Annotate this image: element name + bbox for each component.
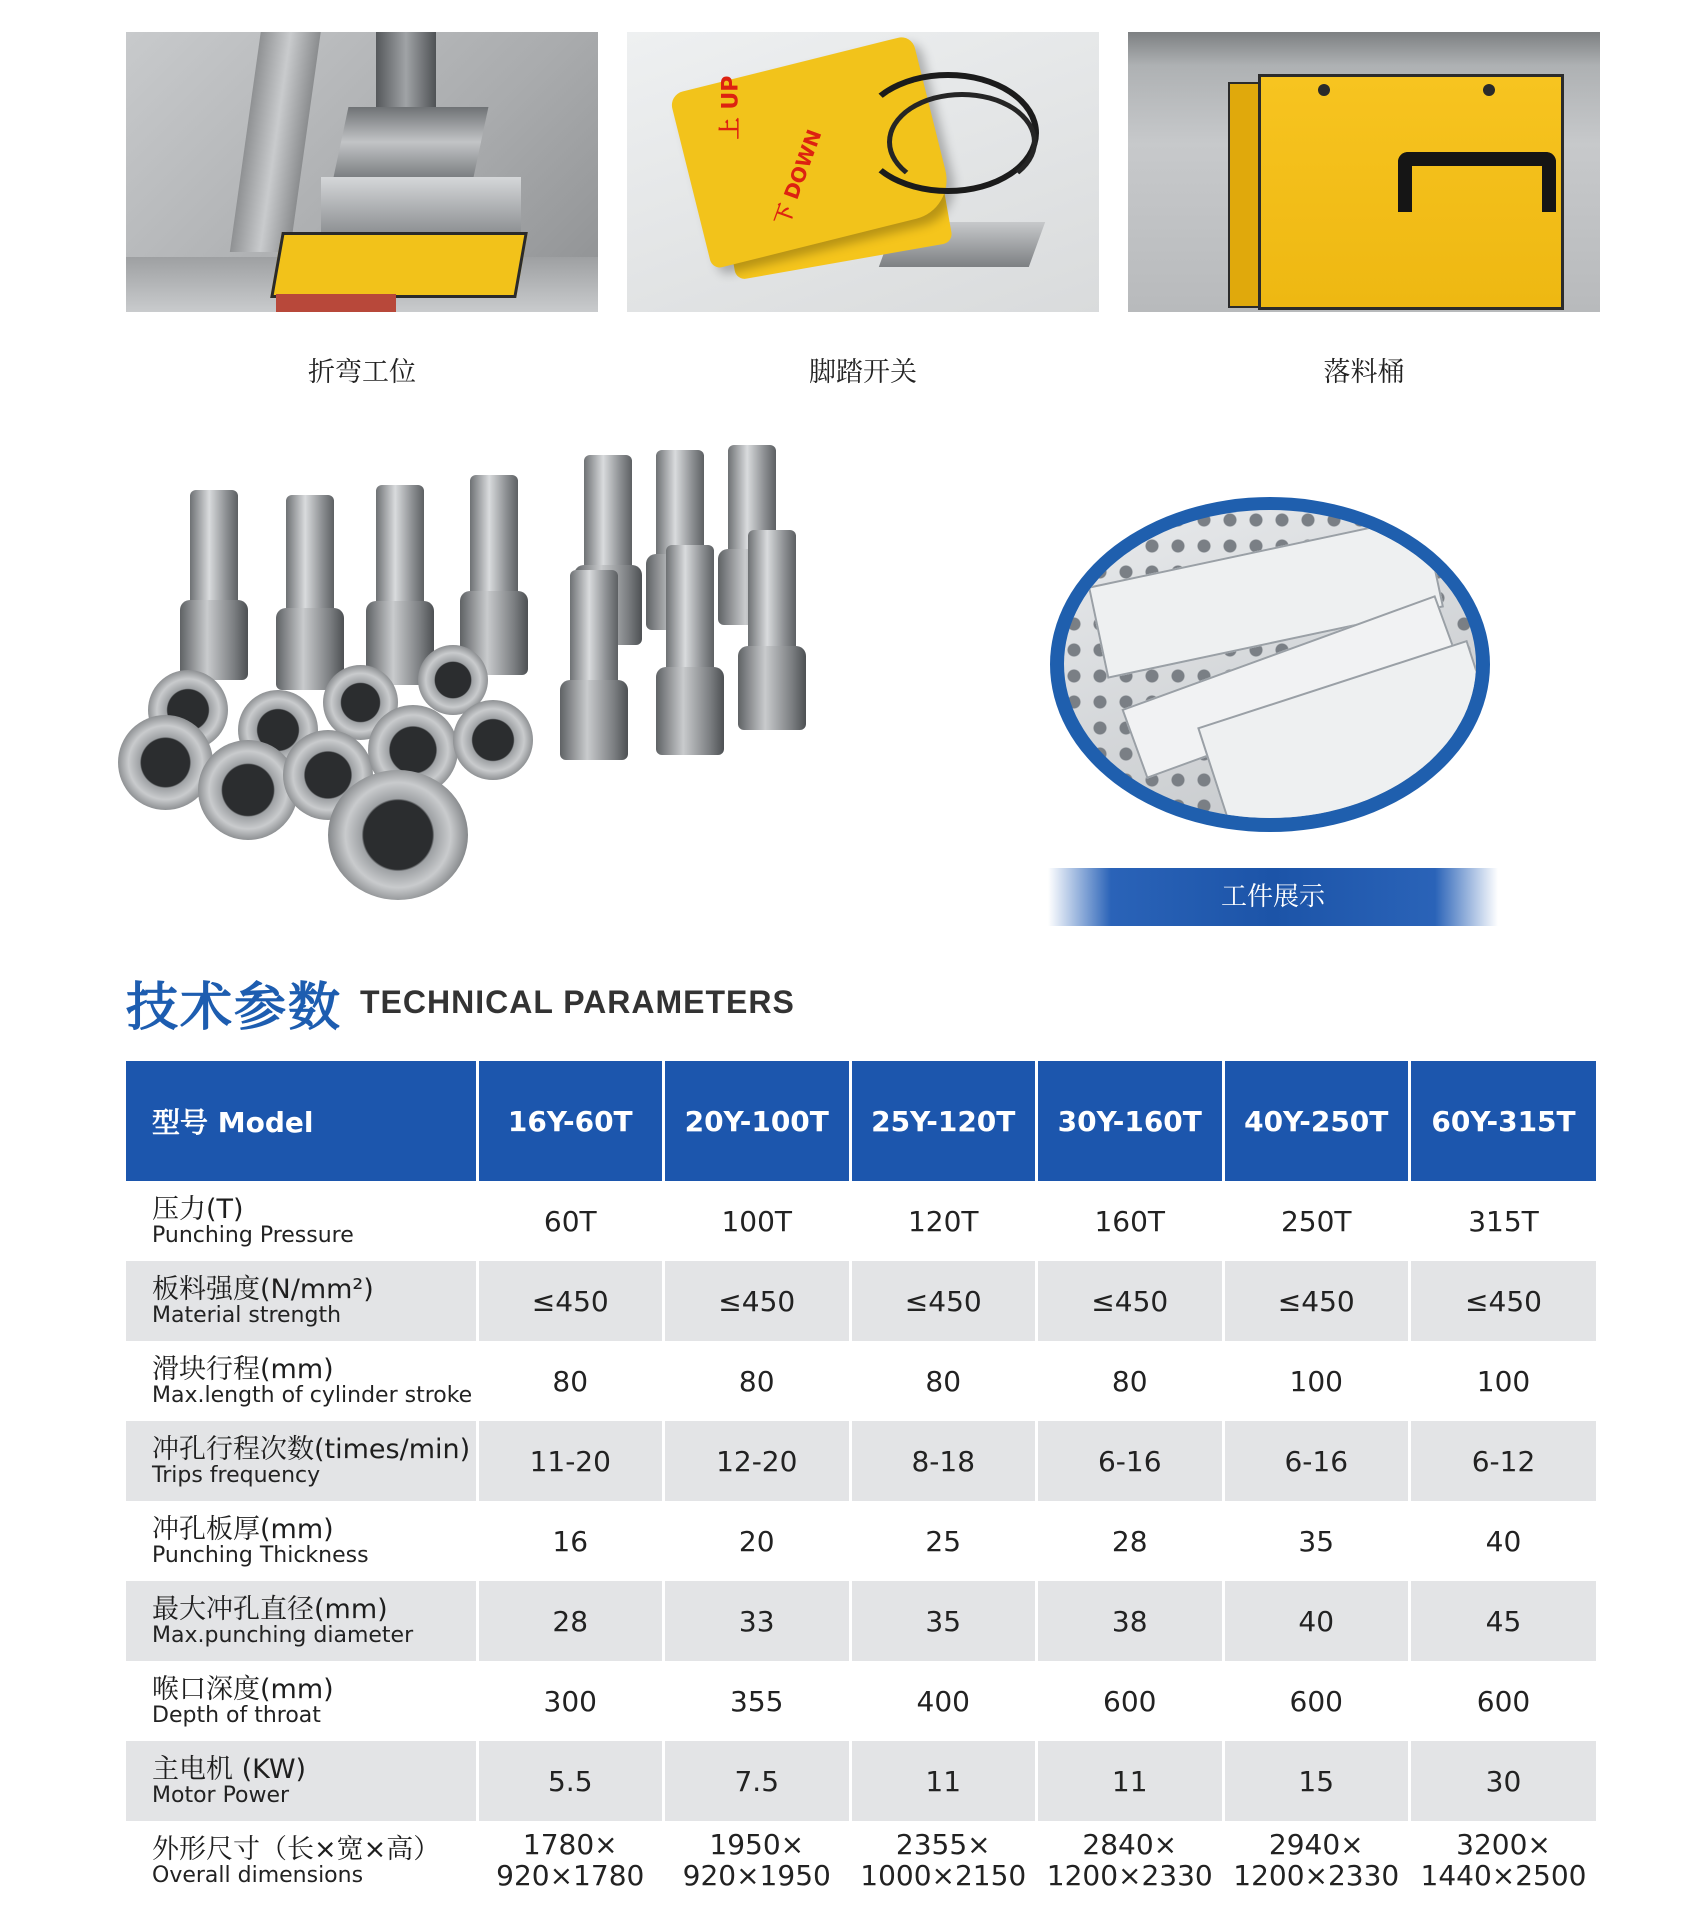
parameter-value: 12-20	[664, 1421, 851, 1501]
parameter-label-cn: 喉口深度(mm)	[152, 1673, 334, 1705]
parameter-label-cn: 外形尺寸（长×宽×高）	[152, 1833, 441, 1865]
table-header-row	[126, 1061, 1596, 1181]
table-row	[126, 1341, 1596, 1421]
bending-station-caption: 折弯工位	[308, 357, 416, 388]
parameter-value: 400	[850, 1661, 1037, 1741]
parameter-label-en: Max.punching diameter	[152, 1622, 414, 1648]
parameter-value: ≤450	[477, 1261, 664, 1341]
parameter-value: ≤450	[850, 1261, 1037, 1341]
parameter-label	[126, 1501, 477, 1581]
parameter-value: 600	[1223, 1661, 1410, 1741]
parameter-label-en: Material strength	[152, 1302, 342, 1328]
parameter-value	[1223, 1821, 1410, 1901]
workpiece-photo	[1064, 510, 1476, 818]
parameter-label	[126, 1741, 477, 1821]
table-row	[126, 1421, 1596, 1501]
parameter-value: 20	[664, 1501, 851, 1581]
parameter-value: 11	[850, 1741, 1037, 1821]
parameter-label-en: Punching Thickness	[152, 1542, 369, 1568]
model-column-header: 16Y-60T	[477, 1061, 664, 1181]
parameter-value: 28	[477, 1581, 664, 1661]
parameter-value	[1037, 1821, 1224, 1901]
parameter-value: 600	[1037, 1661, 1224, 1741]
table-row-dimensions	[126, 1821, 1596, 1901]
parameter-label-en: Trips frequency	[152, 1462, 321, 1488]
model-column-header: 30Y-160T	[1037, 1061, 1224, 1181]
parameter-value: 35	[850, 1581, 1037, 1661]
parameter-value: 100T	[664, 1181, 851, 1261]
parameter-value: 25	[850, 1501, 1037, 1581]
parameter-label-cn: 滑块行程(mm)	[152, 1353, 334, 1385]
dimension-line-1: 3200×	[1456, 1828, 1551, 1862]
parameter-value: ≤450	[1037, 1261, 1224, 1341]
parameter-value	[1410, 1821, 1597, 1901]
parameter-label	[126, 1341, 477, 1421]
model-header: 型号 Model	[126, 1061, 477, 1181]
parameter-label-cn: 压力(T)	[152, 1193, 244, 1225]
parameter-value	[477, 1821, 664, 1901]
parameter-value: 5.5	[477, 1741, 664, 1821]
section-title-en: TECHNICAL PARAMETERS	[360, 984, 795, 1020]
parameter-value: 80	[664, 1341, 851, 1421]
parameter-value: 40	[1410, 1501, 1597, 1581]
table-row	[126, 1501, 1596, 1581]
parameter-value: 100	[1223, 1341, 1410, 1421]
parameter-label-en: Depth of throat	[152, 1702, 321, 1728]
model-column-header: 25Y-120T	[850, 1061, 1037, 1181]
parameter-label-cn: 最大冲孔直径(mm)	[152, 1593, 388, 1625]
parameter-value: 28	[1037, 1501, 1224, 1581]
parameter-label-en: Max.length of cylinder stroke	[152, 1382, 473, 1408]
parameter-label	[126, 1181, 477, 1261]
parameter-value: 38	[1037, 1581, 1224, 1661]
parameter-label-en: Overall dimensions	[152, 1862, 364, 1888]
model-column-header: 20Y-100T	[664, 1061, 851, 1181]
parameter-label-cn: 冲孔行程次数(times/min)	[152, 1433, 471, 1465]
parameter-label-en: Punching Pressure	[152, 1222, 354, 1248]
parameter-label	[126, 1421, 477, 1501]
parameter-label-en: Motor Power	[152, 1782, 290, 1808]
table-row	[126, 1741, 1596, 1821]
dimension-line-2: 1440×2500	[1420, 1859, 1587, 1892]
parameter-value: 33	[664, 1581, 851, 1661]
parameter-value: 35	[1223, 1501, 1410, 1581]
table-row	[126, 1181, 1596, 1261]
dimension-line-2: 1000×2150	[860, 1859, 1027, 1892]
dimension-line-2: 920×1780	[496, 1859, 645, 1892]
section-title-cn: 技术参数	[126, 978, 343, 1038]
parameter-value: ≤450	[1410, 1261, 1597, 1341]
technical-parameters-table	[126, 1061, 1596, 1901]
parameter-label-cn: 板料强度(N/mm²)	[152, 1273, 374, 1305]
parameter-label	[126, 1661, 477, 1741]
dimension-line-1: 1780×	[522, 1828, 618, 1862]
parameter-value: ≤450	[664, 1261, 851, 1341]
parameter-value	[850, 1821, 1037, 1901]
parameter-value	[664, 1821, 851, 1901]
parameter-value: 6-16	[1037, 1421, 1224, 1501]
parameter-label-cn: 主电机 (KW)	[152, 1753, 307, 1785]
table-row	[126, 1581, 1596, 1661]
parameter-value: 600	[1410, 1661, 1597, 1741]
parameter-value: ≤450	[1223, 1261, 1410, 1341]
parameter-value: 7.5	[664, 1741, 851, 1821]
parameter-value: 11	[1037, 1741, 1224, 1821]
dimension-line-2: 1200×2330	[1233, 1859, 1400, 1892]
dimension-line-2: 920×1950	[682, 1859, 831, 1892]
parameter-value: 355	[664, 1661, 851, 1741]
parameter-value: 15	[1223, 1741, 1410, 1821]
dimension-line-1: 2840×	[1082, 1828, 1178, 1862]
model-column-header: 60Y-315T	[1410, 1061, 1597, 1181]
parameter-value: 80	[850, 1341, 1037, 1421]
parameter-value: 80	[477, 1341, 664, 1421]
foot-switch-photo	[627, 32, 1099, 312]
table-row	[126, 1661, 1596, 1741]
parameter-label	[126, 1821, 477, 1901]
parameter-label	[126, 1261, 477, 1341]
scrap-bin-caption: 落料桶	[1323, 357, 1405, 388]
parameter-value: 30	[1410, 1741, 1597, 1821]
foot-switch-caption: 脚踏开关	[809, 357, 917, 388]
dimension-line-1: 2940×	[1268, 1828, 1364, 1862]
model-column-header: 40Y-250T	[1223, 1061, 1410, 1181]
dimension-line-1: 2355×	[895, 1828, 991, 1862]
workpiece-banner: 工件展示	[1048, 868, 1498, 926]
parameter-label	[126, 1581, 477, 1661]
parameter-value: 300	[477, 1661, 664, 1741]
parameter-value: 250T	[1223, 1181, 1410, 1261]
parameter-value: 6-16	[1223, 1421, 1410, 1501]
parameter-value: 45	[1410, 1581, 1597, 1661]
parameter-value: 16	[477, 1501, 664, 1581]
dimension-line-2: 1200×2330	[1046, 1859, 1213, 1892]
parameter-value: 6-12	[1410, 1421, 1597, 1501]
table-row	[126, 1261, 1596, 1341]
punch-die-tooling-photo	[118, 430, 818, 900]
parameter-value: 11-20	[477, 1421, 664, 1501]
foot-switch-down-text: 下 DOWN	[769, 126, 827, 228]
parameter-label-cn: 冲孔板厚(mm)	[152, 1513, 334, 1545]
parameter-value: 8-18	[850, 1421, 1037, 1501]
parameter-value: 80	[1037, 1341, 1224, 1421]
parameter-value: 315T	[1410, 1181, 1597, 1261]
scrap-bin-photo	[1128, 32, 1600, 312]
dimension-line-1: 1950×	[709, 1828, 805, 1862]
foot-switch-up-text: 上 UP	[718, 75, 744, 140]
parameter-value: 60T	[477, 1181, 664, 1261]
bending-station-photo	[126, 32, 598, 312]
parameter-value: 160T	[1037, 1181, 1224, 1261]
parameter-value: 100	[1410, 1341, 1597, 1421]
parameter-value: 40	[1223, 1581, 1410, 1661]
parameter-value: 120T	[850, 1181, 1037, 1261]
